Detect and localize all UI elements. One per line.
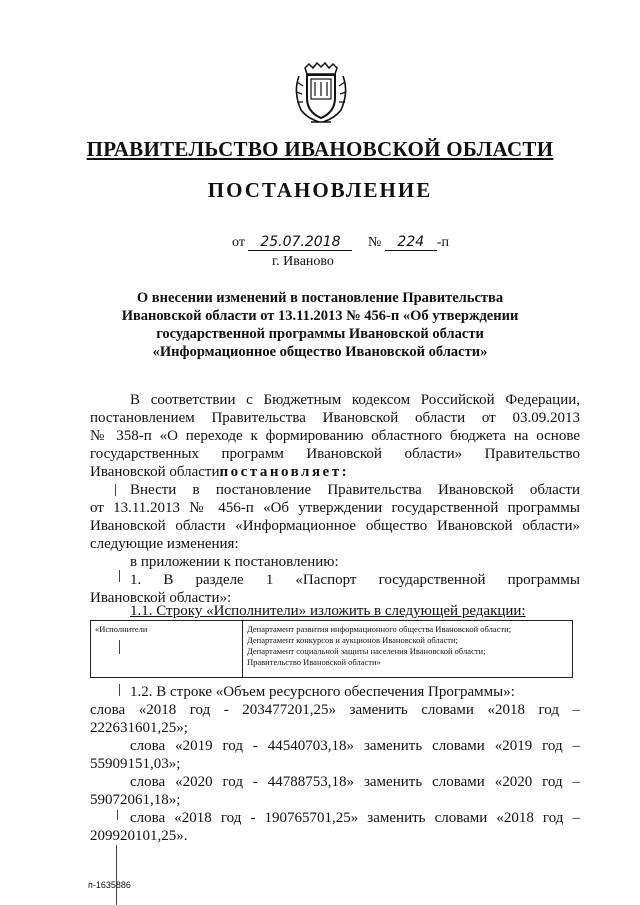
title-line: «Информационное общество Ивановской области» [152,344,488,360]
paragraph-line: в приложении к постановлению: [130,554,339,570]
executor-line: Департамент развития информационного общества Ивановской области; [247,624,512,634]
preamble-last-line [90,464,349,482]
coat-of-arms-emblem [291,62,351,126]
executor-line: Правительство Ивановской области» [247,657,381,667]
paragraph-line: слова «2018 год - 203477201,25» заменить словами «2018 год – [90,702,580,718]
title-line: государственной программы Ивановской области [156,326,484,342]
paragraph-line: Ивановской области»: [90,590,232,606]
executor-line: Департамент конкурсов и аукционов Ивановской области; [247,635,458,645]
handwritten-date: 25.07.2018 [248,234,352,251]
title-line: Ивановской области от 13.11.2013 № 456-п «Об утверждении [121,308,519,324]
paragraph-line: слова «2018 год - 190765701,25» заменить словами «2018 год – [130,810,580,826]
paragraph-line: следующие изменения: [90,536,239,552]
document-title [100,289,540,361]
preamble-line: государственных программ Ивановской области» Правительство [90,446,580,462]
preamble-line: постановлением Правительства Ивановской области от 03.09.2013 [90,410,580,426]
preamble-line: № 358-п «О переходе к формированию областного бюджета на основе [90,428,580,444]
executor-line: Департамент социальной защиты населения Ивановской области; [247,646,486,656]
paragraph-line: 55909151,03»; [90,756,181,772]
margin-mark [119,640,120,654]
handwritten-number: 224 [385,234,437,251]
margin-mark [115,484,116,496]
executors-table [90,620,573,678]
paragraph-line: слова «2020 год - 44788753,18» заменить словами «2020 год – [130,774,580,790]
date-number-line [232,234,449,251]
preamble-line: В соответствии с Бюджетным кодексом Российской Федерации, [130,392,580,408]
number-suffix: -п [436,235,449,250]
paragraph-line: 209920101,25». [90,828,188,844]
table-cell-executors [243,621,573,678]
date-prefix: от [232,235,245,250]
table-row [91,621,573,678]
paragraph-line: слова «2019 год - 44540703,18» заменить словами «2019 год – [130,738,580,754]
margin-mark [116,845,117,905]
paragraph-line: 1.1. Строку «Исполнители» изложить в следующей редакции: [130,603,526,619]
document-code: п-1635886 [88,880,131,890]
city: г. Иваново [272,254,334,269]
government-heading: ПРАВИТЕЛЬСТВО ИВАНОВСКОЙ ОБЛАСТИ [86,137,554,161]
paragraph-line: 59072061,18»; [90,792,181,808]
resolves-word: постановляет: [219,464,350,480]
preamble-line: Ивановской области [90,464,220,480]
paragraph-line: Внести в постановление Правительства Ивановской области [130,482,580,498]
margin-mark [119,570,120,582]
paragraph-line: 1. В разделе 1 «Паспорт государственной программы [130,572,580,588]
number-sign: № [367,235,382,250]
title-line: О внесении изменений в постановление Правительства [136,290,504,306]
table-cell-label: «Исполнители [91,621,243,678]
paragraph-line: 1.2. В строке «Объем ресурсного обеспечения Программы»: [130,684,515,700]
paragraph-line: от 13.11.2013 № 456-п «Об утверждении государственной программы [90,500,580,516]
paragraph-line: 222631601,25»; [90,720,188,736]
margin-mark [117,810,118,820]
margin-mark [119,684,120,696]
paragraph-line: Ивановской области «Информационное общество Ивановской области» [90,518,580,534]
document-type-heading: ПОСТАНОВЛЕНИЕ [207,178,433,202]
